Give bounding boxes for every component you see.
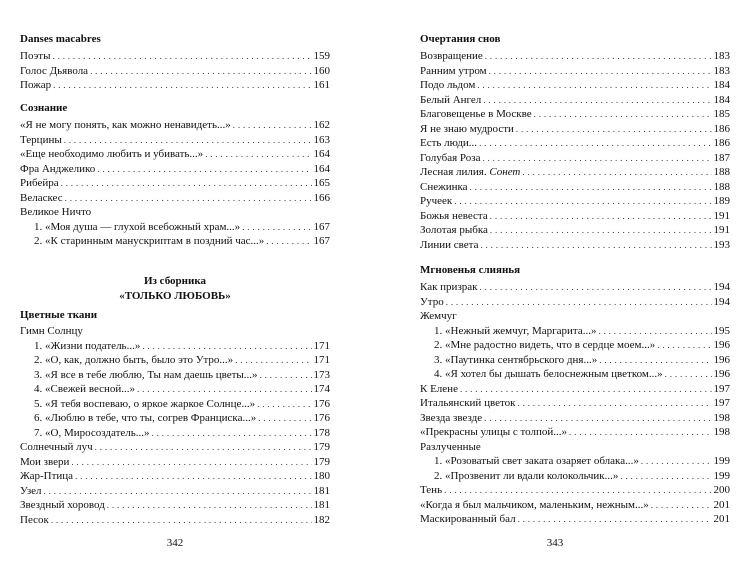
page-number: 343: [546, 537, 564, 549]
section-heading: Danses macabres: [20, 33, 101, 45]
page-number: 342: [166, 537, 184, 549]
section-heading: Цветные ткани: [20, 309, 98, 321]
toc-subentry: 1. «Моя душа — глухой всебожный храм...» . . . 167: [20, 220, 330, 235]
collection-heading-line1: Из сборника: [143, 275, 207, 287]
toc-entry: «Прекрасны улицы с толпой...» . . . 198: [420, 425, 730, 440]
toc-entry: Голос Дьявола . . . 160: [20, 64, 330, 79]
toc-entry: Пожар . . . 161: [20, 78, 330, 93]
toc-subentry: 3. «Я все в тебе люблю, Ты нам даешь цветы...» . . . 173: [20, 368, 330, 383]
toc-entry: Звездный хоровод . . . 181: [20, 498, 330, 513]
toc-group-title: Великое Ничто: [20, 206, 92, 218]
toc-group-title: Разлученные: [420, 440, 481, 453]
toc-entry: Рибейра . . . 165: [20, 176, 330, 191]
section-soznanie: [20, 101, 330, 249]
section-heading: Очертания снов: [420, 33, 501, 45]
toc-entry: Узел . . . 181: [20, 484, 330, 499]
toc-subentry: 3. «Паутинка сентябрьского дня...» . . . 196: [420, 353, 730, 368]
collection-heading-line2: «ТОЛЬКО ЛЮБОВЬ»: [119, 290, 231, 302]
section-heading: Мгновенья слиянья: [420, 264, 521, 276]
toc-entry: Подо льдом . . . 184: [420, 78, 730, 93]
toc-subentry: 2. «Мне радостно видеть, что в сердце моем...» . . . 196: [420, 338, 730, 353]
toc-entry: Божья невеста . . . 191: [420, 209, 730, 224]
toc-subentry: 4. «Свежей весной...» . . . 174: [20, 382, 330, 397]
toc-entry: Песок . . . 182: [20, 513, 330, 528]
toc-entry: Солнечный луч . . . 179: [20, 440, 330, 455]
toc-entry: Терцины . . . 163: [20, 133, 330, 148]
toc-group-title: Гимн Солнцу: [20, 325, 83, 337]
toc-entry: «Когда я был мальчиком, маленьким, нежным...» . . . 201: [420, 498, 730, 513]
toc-entry: Есть люди... . . . 186: [420, 136, 730, 151]
left-page: [20, 0, 330, 585]
section-mgnovenya-sliyanya: [420, 263, 730, 527]
toc-subentry: 1. «Нежный жемчуг, Маргарита...» . . . 195: [420, 324, 730, 339]
toc-entry: Белый Ангел . . . 184: [420, 93, 730, 108]
right-page: [420, 0, 730, 585]
toc-entry: Благовещенье в Москве . . . 185: [420, 107, 730, 122]
toc-entry: Как призрак . . . 194: [420, 280, 730, 295]
toc-entry: Итальянский цветок . . . 197: [420, 396, 730, 411]
toc-entry: Снежинка . . . 188: [420, 180, 730, 195]
toc-subentry: 1. «Розоватый свет заката озаряет облака...» . . . 199: [420, 454, 730, 469]
toc-subentry: 4. «Я хотел бы дышать белоснежным цветком...» . . . 196: [420, 367, 730, 382]
section-ochertaniya-snov: [420, 32, 730, 252]
toc-entry: Мои звери . . . 179: [20, 455, 330, 470]
toc-subentry: 7. «О, Миросоздатель...» . . . 178: [20, 426, 330, 441]
toc-entry: Маскированный бал . . . 201: [420, 512, 730, 527]
toc-entry: Веласкес . . . 166: [20, 191, 330, 206]
toc-entry: Я не знаю мудрости . . . 186: [420, 122, 730, 137]
toc-entry: Утро . . . 194: [420, 295, 730, 310]
toc-subentry: 5. «Я тебя воспеваю, о яркое жаркое Солнце...» . . . 176: [20, 397, 330, 412]
toc-entry: Линии света . . . 193: [420, 238, 730, 253]
section-danses-macabres: [20, 32, 330, 93]
section-tolko-lyubov: [20, 274, 330, 527]
toc-entry: Тень . . . 200: [420, 483, 730, 498]
toc-entry: Ранним утром . . . 183: [420, 64, 730, 79]
toc-entry: Голубая Роза . . . 187: [420, 151, 730, 166]
toc-group-title: Жемчуг: [420, 310, 457, 322]
toc-entry: «Я не могу понять, как можно ненавидеть...» . . . 162: [20, 118, 330, 133]
toc-entry: Ручеек . . . 189: [420, 194, 730, 209]
toc-entry: Фра Анджелико . . . 164: [20, 162, 330, 177]
toc-entry: К Елене . . . 197: [420, 382, 730, 397]
toc-subentry: 1. «Жизни податель...» . . . 171: [20, 339, 330, 354]
toc-subentry: 6. «Люблю в тебе, что ты, согрев Франциска...» . . . 176: [20, 411, 330, 426]
toc-subentry: 2. «О, как, должно быть, было это Утро...» . . . 171: [20, 353, 330, 368]
toc-entry: Лесная лилия. Сонет . . . 188: [420, 165, 730, 180]
toc-entry: Жар-Птица . . . 180: [20, 469, 330, 484]
toc-entry: Золотая рыбка . . . 191: [420, 223, 730, 238]
toc-entry: Поэты . . . 159: [20, 49, 330, 64]
toc-subentry: 2. «К старинным манускриптам в поздний час...» . . . 167: [20, 234, 330, 249]
toc-entry: Звезда звезде . . . 198: [420, 411, 730, 426]
toc-entry: «Еще необходимо любить и убивать...» . . . 164: [20, 147, 330, 162]
toc-subentry: 2. «Прозвенит ли вдали колокольчик...» . . . 199: [420, 469, 730, 484]
section-heading: Сознание: [20, 102, 68, 114]
toc-entry: Возвращение . . . 183: [420, 49, 730, 64]
